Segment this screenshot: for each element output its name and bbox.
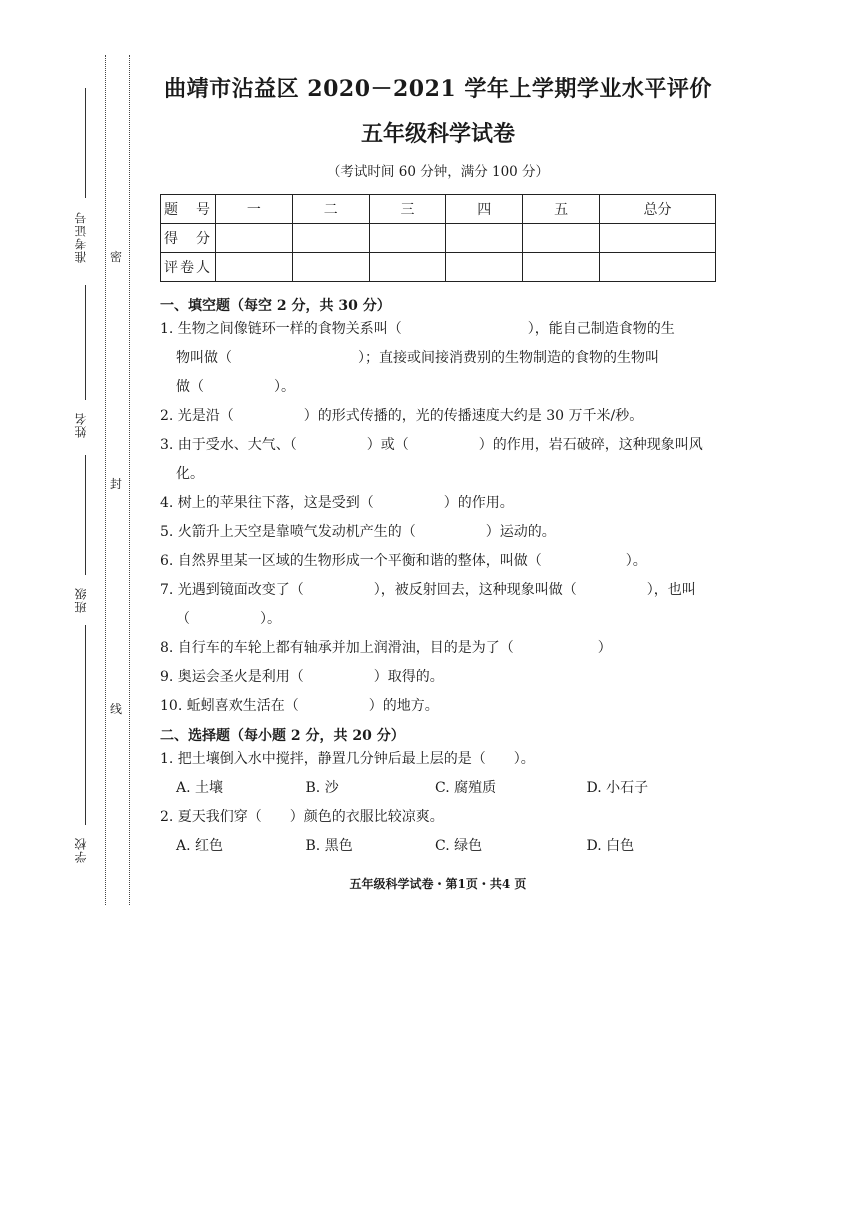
- seal-mark-feng: 封: [109, 477, 122, 491]
- score-cell: [292, 253, 369, 282]
- score-cell: [523, 224, 600, 253]
- section1-title: 一、填空题（每空 2 分，共 30 分）: [160, 298, 391, 314]
- exam-number-line: [85, 88, 86, 198]
- score-table-header: 二: [292, 195, 369, 224]
- question-1-2: 2. 光是沿（ ）的形式传播的，光的传播速度大约是 30 万千米/秒。: [160, 408, 644, 424]
- question-1-3: [160, 431, 716, 489]
- score-cell: [216, 224, 293, 253]
- question-1-9: 9. 奥运会圣火是利用（ ）取得的。: [160, 669, 444, 685]
- exam-title: 曲靖市沾益区 2020－2021 学年上学期学业水平评价: [164, 76, 712, 102]
- score-table-header: 五: [523, 195, 600, 224]
- section2-title: 二、选择题（每小题 2 分，共 20 分）: [160, 728, 405, 744]
- score-cell: [369, 253, 446, 282]
- score-table-header: 总分: [600, 195, 716, 224]
- score-cell: [216, 253, 293, 282]
- score-table-header: 四: [446, 195, 523, 224]
- exam-subtitle: 五年级科学试卷: [360, 121, 515, 147]
- score-cell: [292, 224, 369, 253]
- score-cell: [523, 253, 600, 282]
- question-line: 3. 由于受水、大气、（ ）或（ ）的作用，岩石破碎，这种现象叫风: [160, 437, 703, 453]
- score-table-header: 三: [369, 195, 446, 224]
- score-cell: [446, 224, 523, 253]
- score-table-header-row: [161, 195, 716, 224]
- page-footer: 五年级科学试卷・第1页・共4 页: [349, 877, 527, 891]
- score-row-label: 得 分: [161, 224, 216, 253]
- class-line: [85, 455, 86, 575]
- option-c: C. 腐殖质: [435, 780, 497, 796]
- name-label: 姓名: [74, 412, 88, 438]
- option-b: B. 沙: [305, 780, 339, 796]
- score-table-row: [161, 224, 716, 253]
- name-line: [85, 285, 86, 400]
- question-1-1: [160, 315, 716, 402]
- question-1-8: 8. 自行车的车轮上都有轴承并加上润滑油，目的是为了（ ）: [160, 640, 612, 656]
- exam-content: [160, 60, 716, 861]
- option-d: D. 白色: [586, 838, 635, 854]
- option-b: B. 黑色: [305, 838, 353, 854]
- question-1-6: 6. 自然界里某一区域的生物形成一个平衡和谐的整体，叫做（ ）。: [160, 553, 647, 569]
- question-2-1-options: [160, 774, 716, 803]
- question-1-7: [160, 576, 716, 634]
- binding-margin: [0, 0, 160, 920]
- question-line: 物叫做（ ）；直接或间接消费别的生物制造的食物的生物叫: [176, 350, 659, 366]
- school-line: [85, 625, 86, 825]
- question-line: 做（ ）。: [176, 379, 295, 395]
- exam-note: （考试时间 60 分钟，满分 100 分）: [326, 164, 550, 180]
- question-line: 1. 生物之间像链环一样的食物关系叫（ ），能自己制造食物的生: [160, 321, 675, 337]
- option-a: A. 红色: [176, 838, 224, 854]
- question-2-2: 2. 夏天我们穿（ ）颜色的衣服比较凉爽。: [160, 809, 444, 825]
- class-label: 班级: [74, 587, 88, 613]
- score-cell: [369, 224, 446, 253]
- school-label: 学校: [74, 837, 88, 863]
- option-d: D. 小石子: [586, 780, 649, 796]
- score-cell: [446, 253, 523, 282]
- question-2-1: 1. 把土壤倒入水中搅拌，静置几分钟后最上层的是（ ）。: [160, 751, 535, 767]
- score-row-label: 评卷人: [161, 253, 216, 282]
- score-cell: [600, 253, 716, 282]
- question-1-10: 10. 蚯蚓喜欢生活在（ ）的地方。: [160, 698, 439, 714]
- question-2-2-options: [160, 832, 716, 861]
- question-line: 化。: [176, 466, 204, 482]
- score-table-header: 一: [216, 195, 293, 224]
- score-table: [160, 194, 716, 282]
- seal-dotted-line-outer: [105, 55, 106, 905]
- seal-mark-xian: 线: [109, 702, 122, 716]
- question-line: 7. 光遇到镜面改变了（ ），被反射回去，这种现象叫做（ ），也叫: [160, 582, 696, 598]
- seal-mark-mi: 密: [109, 250, 122, 264]
- question-1-5: 5. 火箭升上天空是靠喷气发动机产生的（ ）运动的。: [160, 524, 556, 540]
- question-line: （ ）。: [176, 611, 281, 627]
- exam-number-label: 准考证号: [74, 211, 88, 264]
- option-c: C. 绿色: [435, 838, 483, 854]
- score-table-header: 题 号: [161, 195, 216, 224]
- option-a: A. 土壤: [176, 780, 224, 796]
- score-cell: [600, 224, 716, 253]
- question-1-4: 4. 树上的苹果往下落，这是受到（ ）的作用。: [160, 495, 514, 511]
- seal-dotted-line-inner: [129, 55, 130, 905]
- score-table-row: [161, 253, 716, 282]
